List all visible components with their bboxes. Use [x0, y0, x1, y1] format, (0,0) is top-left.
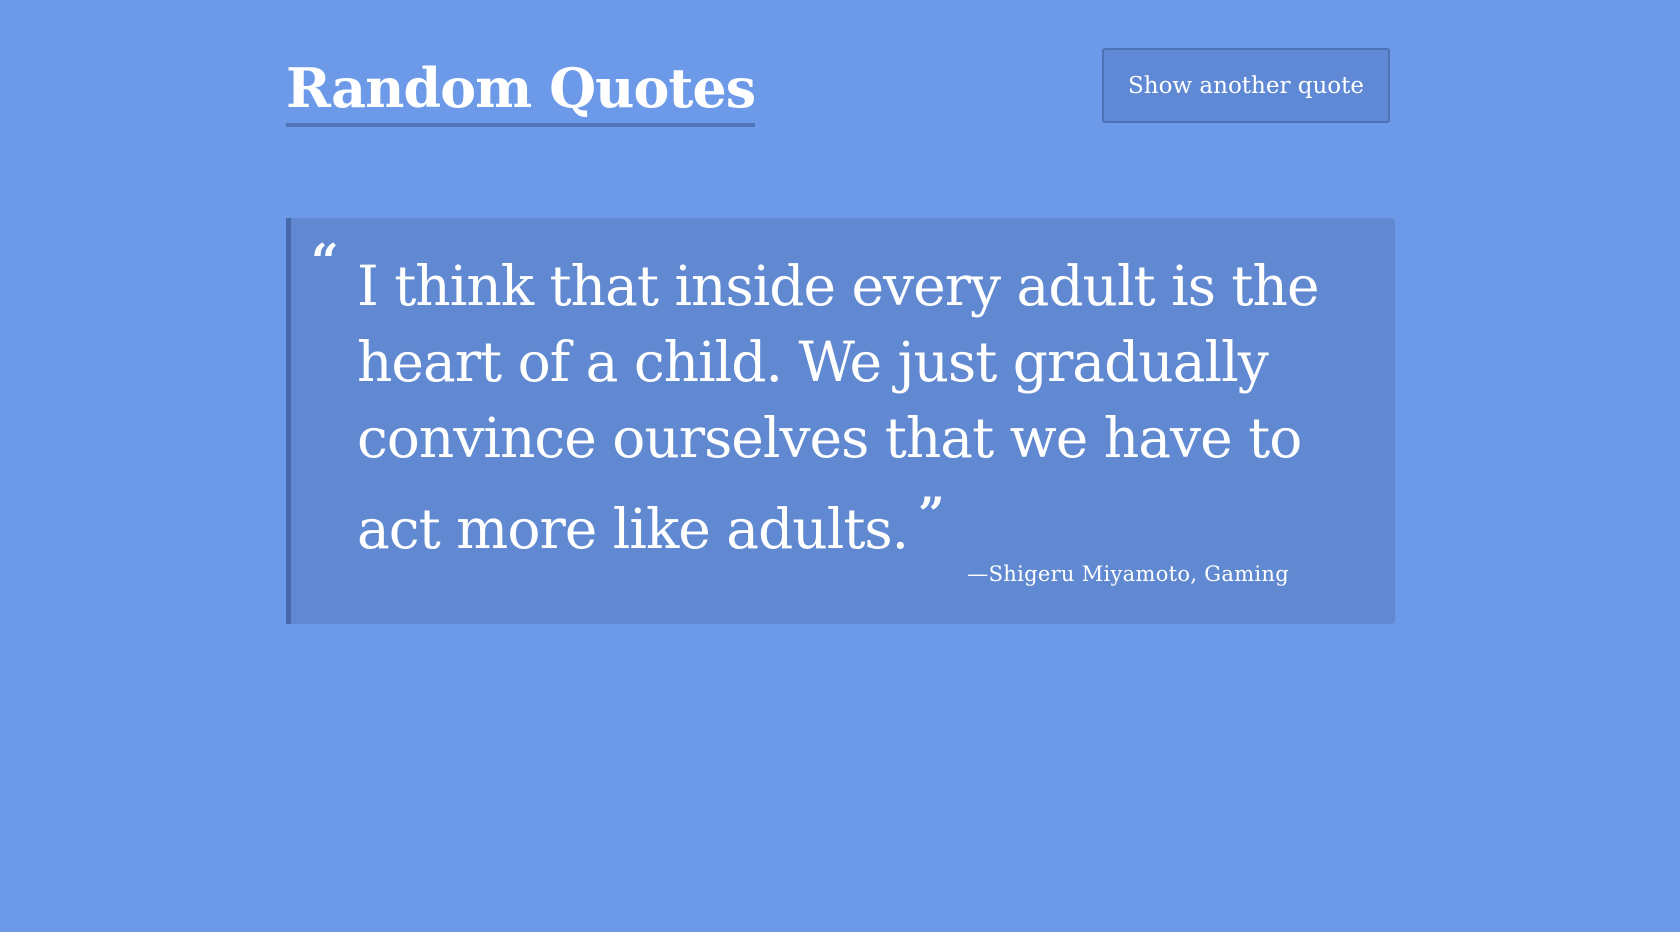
- header: [286, 45, 1392, 129]
- site-title[interactable]: Random Quotes: [286, 53, 755, 127]
- show-another-quote-button[interactable]: Show another quote: [1102, 48, 1390, 123]
- open-quote-icon: “: [311, 234, 339, 290]
- quote-text-block: [357, 248, 1387, 567]
- close-quote-icon: ”: [918, 487, 944, 541]
- quote-text: I think that inside every adult is the heart of a child. We just gradually convince ourselves that we have to act more like adults.: [357, 254, 1319, 561]
- quote-attribution: —Shigeru Miyamoto, Gaming: [967, 562, 1289, 586]
- quote-box: [286, 218, 1395, 624]
